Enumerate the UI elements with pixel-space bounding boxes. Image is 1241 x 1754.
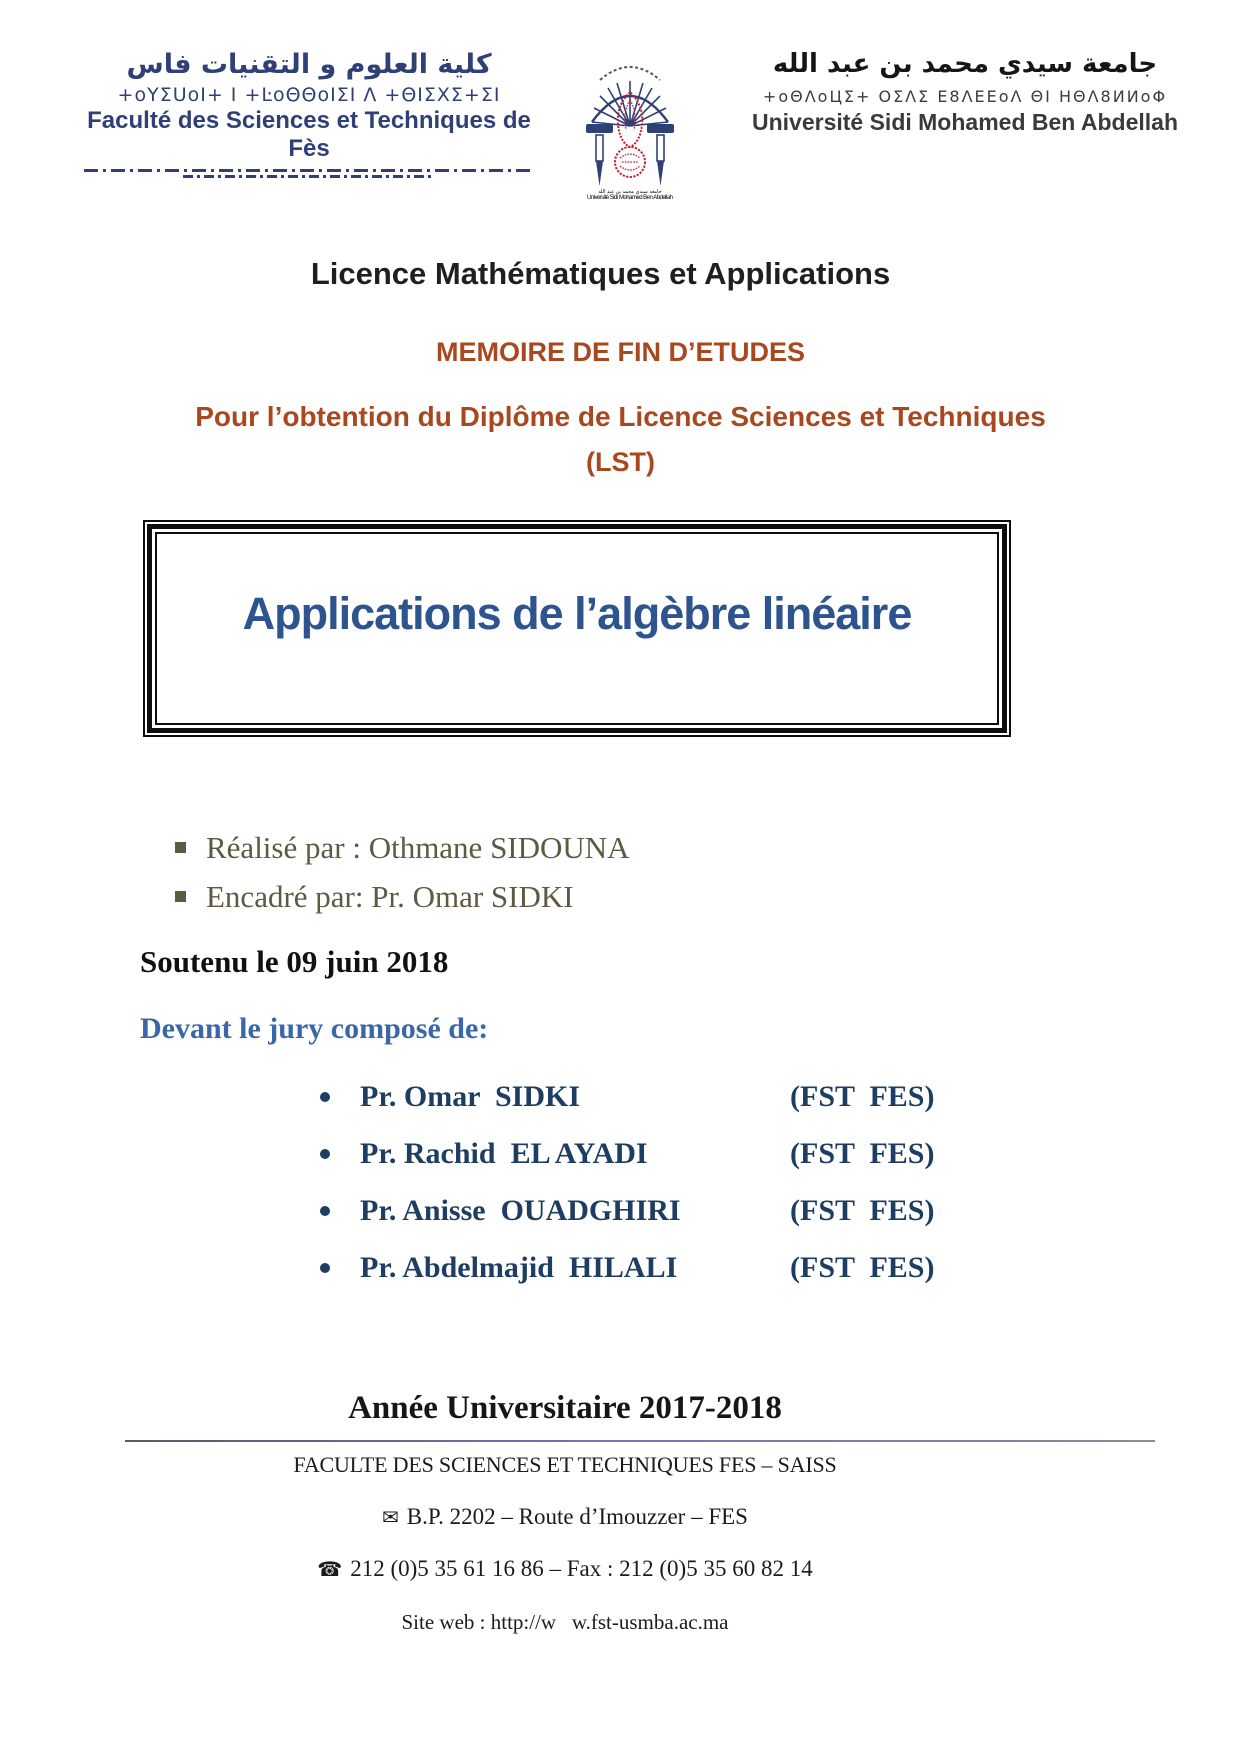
jury-member-affiliation: (FST FES) [790,1251,935,1284]
header-dashdot-rule [84,169,534,172]
faculty-header-block [84,48,534,178]
phone-icon: ☎ [317,1557,343,1581]
thesis-title-box [143,520,1011,737]
jury-member-row [320,1137,934,1171]
thesis-title-box-mid-border [147,524,1007,733]
header-dashdot-rule-secondary [183,175,435,178]
obtention-heading: Pour l’obtention du Diplôme de Licence Sciences et Techniques [195,401,1046,432]
dot-bullet-icon [320,1263,330,1273]
faculty-name-arabic: كلية العلوم و التقنيات فاس [126,49,492,80]
logo-capital-right [647,124,674,133]
faculty-name-tifinagh: +oYΣUoI+ I +ĿoΘΘoIΣI Λ +ΘIΣXΣ+ΣI [117,83,501,106]
list-item [175,830,630,866]
square-bullet-icon [175,891,186,902]
university-name-arabic: جامعة سيدي محمد بن عبد الله [772,49,1158,79]
thesis-title: Applications de l’algèbre linéaire [242,587,912,639]
jury-member-affiliation: (FST FES) [790,1137,935,1170]
logo-red-medallion [615,147,645,177]
dot-bullet-icon [320,1206,330,1216]
credits-list [175,830,630,928]
jury-member-name: Pr. Rachid EL AYADI [360,1137,648,1170]
logo-fan [592,81,668,126]
footer-rule [125,1440,1155,1442]
website-line: Site web : http://w w.fst-usmba.ac.ma [401,1610,729,1634]
faculty-name-french: Faculté des Sciences et Techniques de Fès [87,106,531,162]
dot-bullet-icon [320,1149,330,1159]
logo-capital-left [586,124,613,133]
realise-par-label: Réalisé par : Othmane SIDOUNA [206,830,630,865]
address-text: B.P. 2202 – Route d’Imouzzer – FES [406,1504,748,1529]
lst-heading: (LST) [586,447,655,477]
jury-member-row [320,1080,934,1114]
page-header [84,48,1205,205]
program-heading: Licence Mathématiques et Applications [310,256,891,291]
university-header-block [725,48,1205,136]
logo-caption-french: Université Sidi Mohamed Ben Abdellah [586,195,673,200]
defense-date: Soutenu le 09 juin 2018 [140,944,449,979]
faculty-footer-line: FACULTE DES SCIENCES ET TECHNIQUES FES – SAISS [293,1452,837,1477]
dot-bullet-icon [320,1092,330,1102]
jury-member-affiliation: (FST FES) [790,1194,935,1227]
memoire-heading: MEMOIRE DE FIN D’ETUDES [435,337,806,367]
logo-calligraphy-arc [600,67,660,80]
logo-caption-arabic: جامعة سيدي محمد بن عبد الله [597,189,662,195]
university-emblem-icon [584,50,676,200]
jury-member-affiliation: (FST FES) [790,1080,935,1113]
university-name-tifinagh: +oΘΛoЦΣ+ ΟΣΛΣ Ε8ΛΕΕoΛ ΘΙ ΗΘΛ8ИИoΦ [762,86,1168,106]
university-name-french: Université Sidi Mohamed Ben Abdellah [751,108,1178,135]
address-line [0,1504,1130,1530]
logo-pen-columns [596,135,664,186]
university-logo [580,50,680,205]
jury-member-name: Pr. Abdelmajid HILALI [360,1251,678,1284]
jury-member-name: Pr. Omar SIDKI [360,1080,581,1113]
phone-line [0,1556,1130,1582]
list-item [175,879,630,915]
encadre-par-label: Encadré par: Pr. Omar SIDKI [206,879,574,914]
jury-list [320,1080,934,1308]
square-bullet-icon [175,842,186,853]
jury-member-row [320,1251,934,1285]
jury-member-name: Pr. Anisse OUADGHIRI [360,1194,681,1227]
jury-heading: Devant le jury composé de: [140,1012,489,1045]
thesis-title-box-inner-border [155,532,999,725]
phone-text: 212 (0)5 35 61 16 86 – Fax : 212 (0)5 35 60 82 14 [350,1556,813,1581]
jury-member-row [320,1194,934,1228]
mail-icon: ✉ [382,1505,399,1529]
academic-year: Année Universitaire 2017-2018 [348,1390,782,1426]
